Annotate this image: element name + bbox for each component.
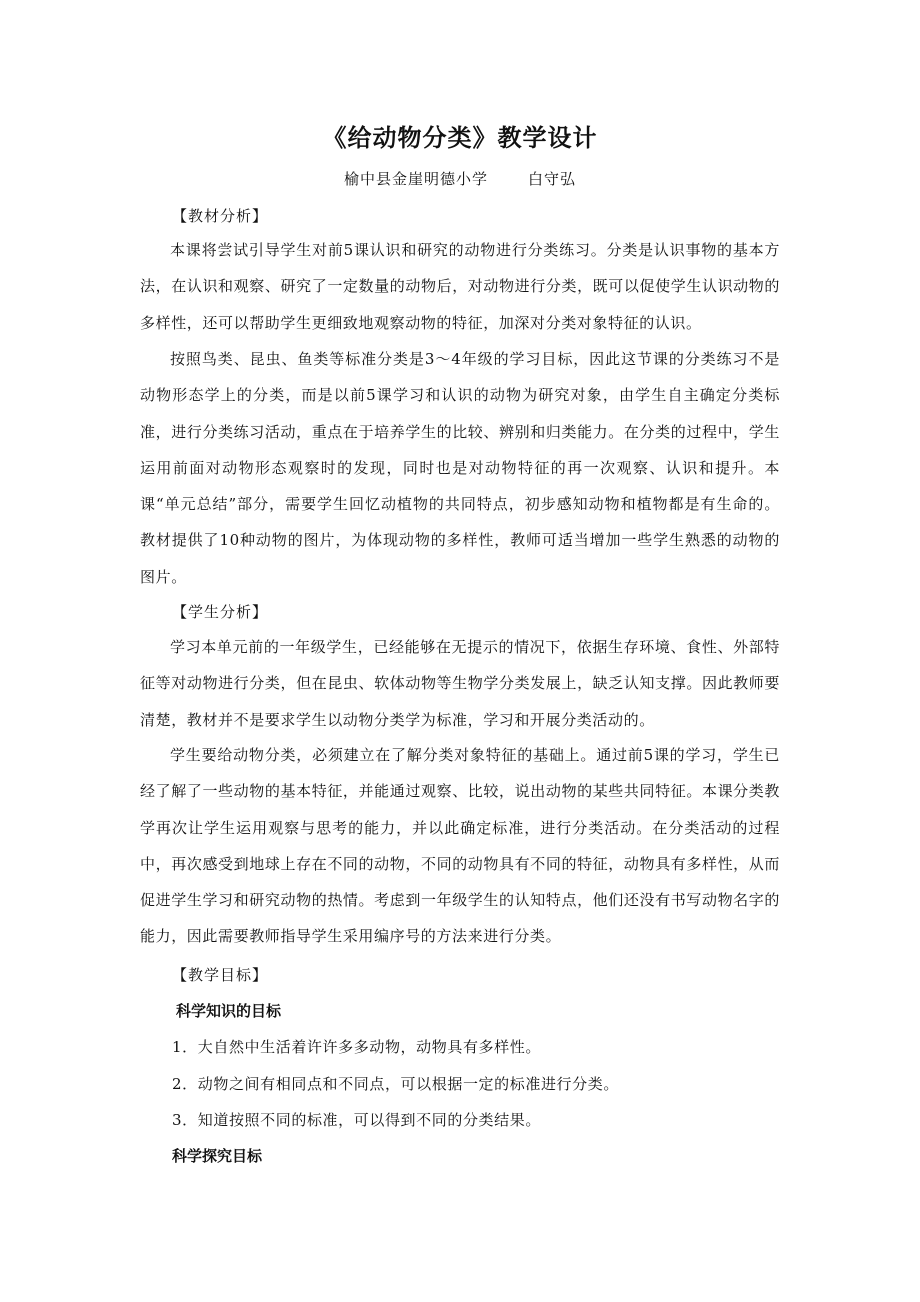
author-line <box>0 168 920 189</box>
subheading-knowledge-goals: 科学知识的目标 <box>176 1002 282 1020</box>
list-item: 1．大自然中生活着许许多多动物，动物具有多样性。 <box>172 1038 541 1056</box>
list-item: 3．知道按照不同的标准，可以得到不同的分类结果。 <box>172 1111 541 1129</box>
document-title: 《给动物分类》教学设计 <box>322 123 598 152</box>
paragraph: 学习本单元前的一年级学生，已经能够在无提示的情况下，依据生存环境、食性、外部特征等对动物进行分类，但在昆虫、软体动物等生物学分类发展上，缺乏认知支撑。因此教师要清楚，教材并不是要求学生以动物分类学为标准，学习和开展分类活动的。 <box>140 638 780 729</box>
paragraph: 学生要给动物分类，必须建立在了解分类对象特征的基础上。通过前5课的学习，学生已经了解了一些动物的基本特征，并能通过观察、比较，说出动物的某些共同特征。本课分类教学再次让学生运用观察与思考的能力，并以此确定标准，进行分类活动。在分类活动的过程中，再次感受到地球上存在不同的动物，不同的动物具有不同的特征，动物具有多样性，从而促进学生学习和研究动物的热情。考虑到一年级学生的认知特点，他们还没有书写动物名字的能力，因此需要教师指导学生采用编序号的方法来进行分类。 <box>140 746 780 946</box>
author-name: 白守弘 <box>528 170 577 188</box>
subheading-inquiry-goals: 科学探究目标 <box>172 1147 263 1165</box>
paragraph: 按照鸟类、昆虫、鱼类等标准分类是3～4年级的学习目标，因此这节课的分类练习不是动物形态学上的分类，而是以前5课学习和认识的动物为研究对象，由学生自主确定分类标准，进行分类练习活动，重点在于培养学生的比较、辨别和归类能力。在分类的过程中，学生运用前面对动物形态观察时的发现，同时也是对动物特征的再一次观察、认识和提升。本课“单元总结”部分，需要学生回忆动植物的共同特点，初步感知动物和植物都是有生命的。教材提供了10种动物的图片，为体现动物的多样性，教师可适当增加一些学生熟悉的动物的图片。 <box>140 350 780 586</box>
section-heading-textbook-analysis: 【教材分析】 <box>172 207 269 225</box>
list-item: 2．动物之间有相同点和不同点，可以根据一定的标准进行分类。 <box>172 1075 619 1093</box>
section-heading-teaching-goals: 【教学目标】 <box>172 966 269 984</box>
school-name: 榆中县金崖明德小学 <box>343 170 488 188</box>
section-heading-student-analysis: 【学生分析】 <box>172 603 269 621</box>
paragraph: 本课将尝试引导学生对前5课认识和研究的动物进行分类练习。分类是认识事物的基本方法，在认识和观察、研究了一定数量的动物后，对动物进行分类，既可以促使学生认识动物的多样性，还可以帮助学生更细致地观察动物的特征，加深对分类对象特征的认识。 <box>140 241 780 332</box>
